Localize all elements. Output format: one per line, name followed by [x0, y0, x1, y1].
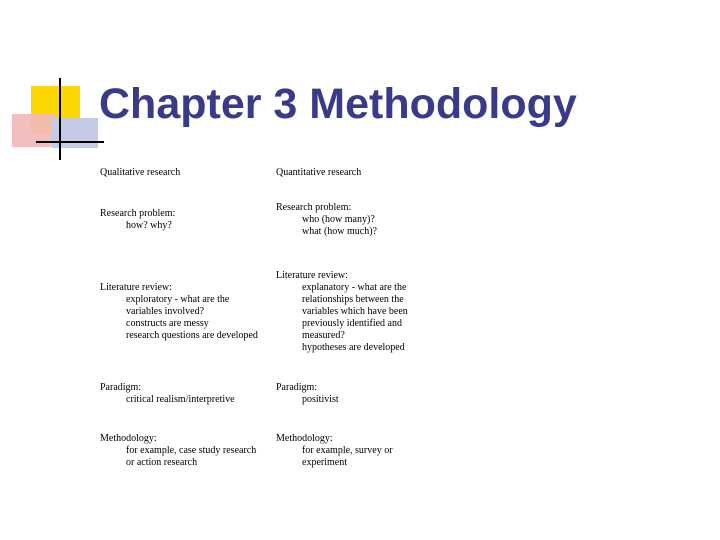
qualitative-research-problem	[100, 208, 270, 232]
qualitative-paradigm-line: critical realism/interpretive	[126, 394, 235, 405]
qualitative-literature-review-line: research questions are developed	[126, 330, 258, 341]
quantitative-methodology	[276, 433, 446, 469]
quantitative-methodology-line: experiment	[302, 457, 347, 468]
quantitative-literature-review-line: previously identified and	[302, 318, 402, 329]
qualitative-methodology-line: for example, case study research	[126, 445, 257, 456]
quantitative-literature-review-label: Literature review:	[276, 270, 348, 281]
decor-vertical-line	[59, 78, 61, 160]
quantitative-research-problem-label: Research problem:	[276, 202, 352, 213]
quantitative-header-block	[276, 167, 446, 179]
quantitative-paradigm	[276, 382, 446, 406]
slide-title: Chapter 3 Methodology	[99, 80, 577, 128]
qualitative-literature-review-label: Literature review:	[100, 282, 172, 293]
qualitative-methodology-label: Methodology:	[100, 433, 157, 444]
quantitative-literature-review-line: relationships between the	[302, 294, 404, 305]
qualitative-research-problem-label: Research problem:	[100, 208, 176, 219]
qualitative-literature-review-line: constructs are messy	[126, 318, 209, 329]
qualitative-paradigm	[100, 382, 270, 406]
quantitative-research-problem-line: who (how many)?	[302, 214, 375, 225]
quantitative-literature-review-line: hypotheses are developed	[302, 342, 405, 353]
quantitative-paradigm-line: positivist	[302, 394, 339, 405]
qualitative-header-block	[100, 167, 270, 179]
quantitative-methodology-label: Methodology:	[276, 433, 333, 444]
qualitative-methodology	[100, 433, 270, 469]
decor-horizontal-line	[36, 141, 104, 143]
quantitative-research-problem	[276, 202, 446, 238]
qualitative-literature-review-line: exploratory - what are the	[126, 294, 230, 305]
qualitative-methodology-line: or action research	[126, 457, 198, 468]
qualitative-header: Qualitative research	[100, 167, 181, 178]
quantitative-literature-review-line: variables which have been	[302, 306, 408, 317]
quantitative-literature-review-line: explanatory - what are the	[302, 282, 407, 293]
quantitative-header: Quantitative research	[276, 167, 362, 178]
qualitative-literature-review	[100, 282, 270, 342]
quantitative-literature-review	[276, 270, 446, 354]
quantitative-methodology-line: for example, survey or	[302, 445, 393, 456]
quantitative-literature-review-line: measured?	[302, 330, 345, 341]
qualitative-literature-review-line: variables involved?	[126, 306, 205, 317]
qualitative-paradigm-label: Paradigm:	[100, 382, 142, 393]
qualitative-research-problem-line: how? why?	[126, 220, 172, 231]
quantitative-paradigm-label: Paradigm:	[276, 382, 318, 393]
quantitative-research-problem-line: what (how much)?	[302, 226, 377, 237]
